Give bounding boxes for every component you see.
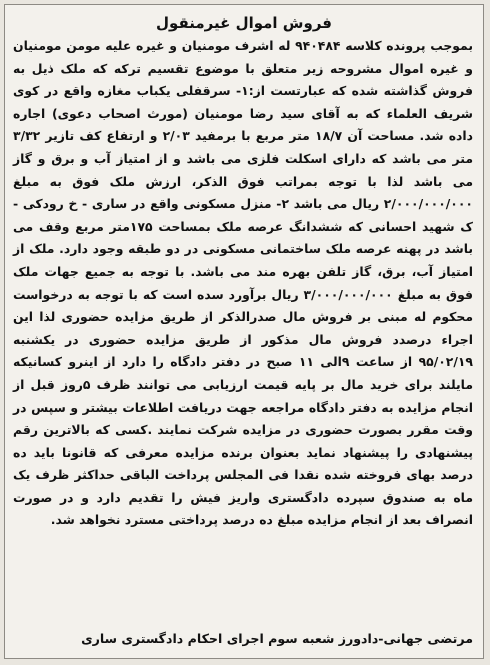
notice-signature: مرتضی جهانی-دادورز شعبه سوم اجرای احکام دادگستری ساری	[81, 631, 473, 646]
notice-body	[5, 35, 483, 532]
notice-title: فروش اموال غیرمنقول	[156, 14, 332, 32]
notice-body-text: بموجب پرونده کلاسه ۹۴۰۴۸۴ له اشرف مومنیان و غیره علیه مومن مومنیان و غیره اموال مشروحه زیر متعلق با موضوع تقسیم ترکه که ملک ذیل به فروش گذاشته شده که عبارتست از:۱- سرقفلی یکباب مغازه واقع در کوی شریف العلماء که به آقای سید رضا مومنیان (مورث اصحاب دعوی) اجاره داده شد. مساحت آن ۱۸/۷ متر مربع با برمفید ۲/۰۳ و ارتفاع کف تازیر ۳/۳۲ متر می باشد که دارای اسکلت فلزی می باشد و از امتیاز آب و برق و گاز می باشد لذا با توجه بمراتب فوق الذکر، ارزش ملک فوق به مبلغ ۲/۰۰۰/۰۰۰/۰۰۰ ریال می باشد ۲- منزل مسکونی واقع در ساری - خ رودکی - ک شهید احسانی که ششدانگ عرصه ملک بمساحت ۱۷۵متر مربع وقف می باشد در پهنه عرصه ملک ساختمانی مسکونی در دو طبقه وجود دارد. ملک از امتیاز آب، برق، گاز تلفن بهره مند می باشد. با توجه به جمیع جهات ملک فوق به مبلغ ۳/۰۰۰/۰۰۰/۰۰۰ ریال برآورد سده است که با توجه به درخواست محکوم له مبنی بر فروش مال صدرالذکر از طریق مزایده حضوری لذا این اجراء درصدد فروش مال مذکور از طریق مزایده حضوری در یکشنبه ۹۵/۰۲/۱۹ از ساعت ۹الی ۱۱ صبح در دفتر دادگاه را دارد از اینرو کسانیکه مایلند برای خرید مال بر پایه قیمت ارزیابی می توانند ظرف ۵روز قبل از انجام مزایده به دفتر دادگاه مراجعه جهت دریافت اطلاعات بیشتر و سپس در وقت مقرر بصورت حضوری در مزایده شرکت نمایند .کسی که بالاترین رقم پیشنهادی را پیشنهاد نماید بعنوان برنده مزایده معرفی که قانونا باید ده درصد بهای فروخته شده نقدا فی المجلس پرداخت الباقی حداکثر ظرف یک ماه به صندوق سپرده دادگستری واریز فیش را تقدیم دارد و در صورت انصراف بعد از انجام مزایده مبلغ ده درصد پرداختی مسترد نخواهد شد.	[13, 38, 473, 528]
auction-notice	[4, 4, 484, 659]
